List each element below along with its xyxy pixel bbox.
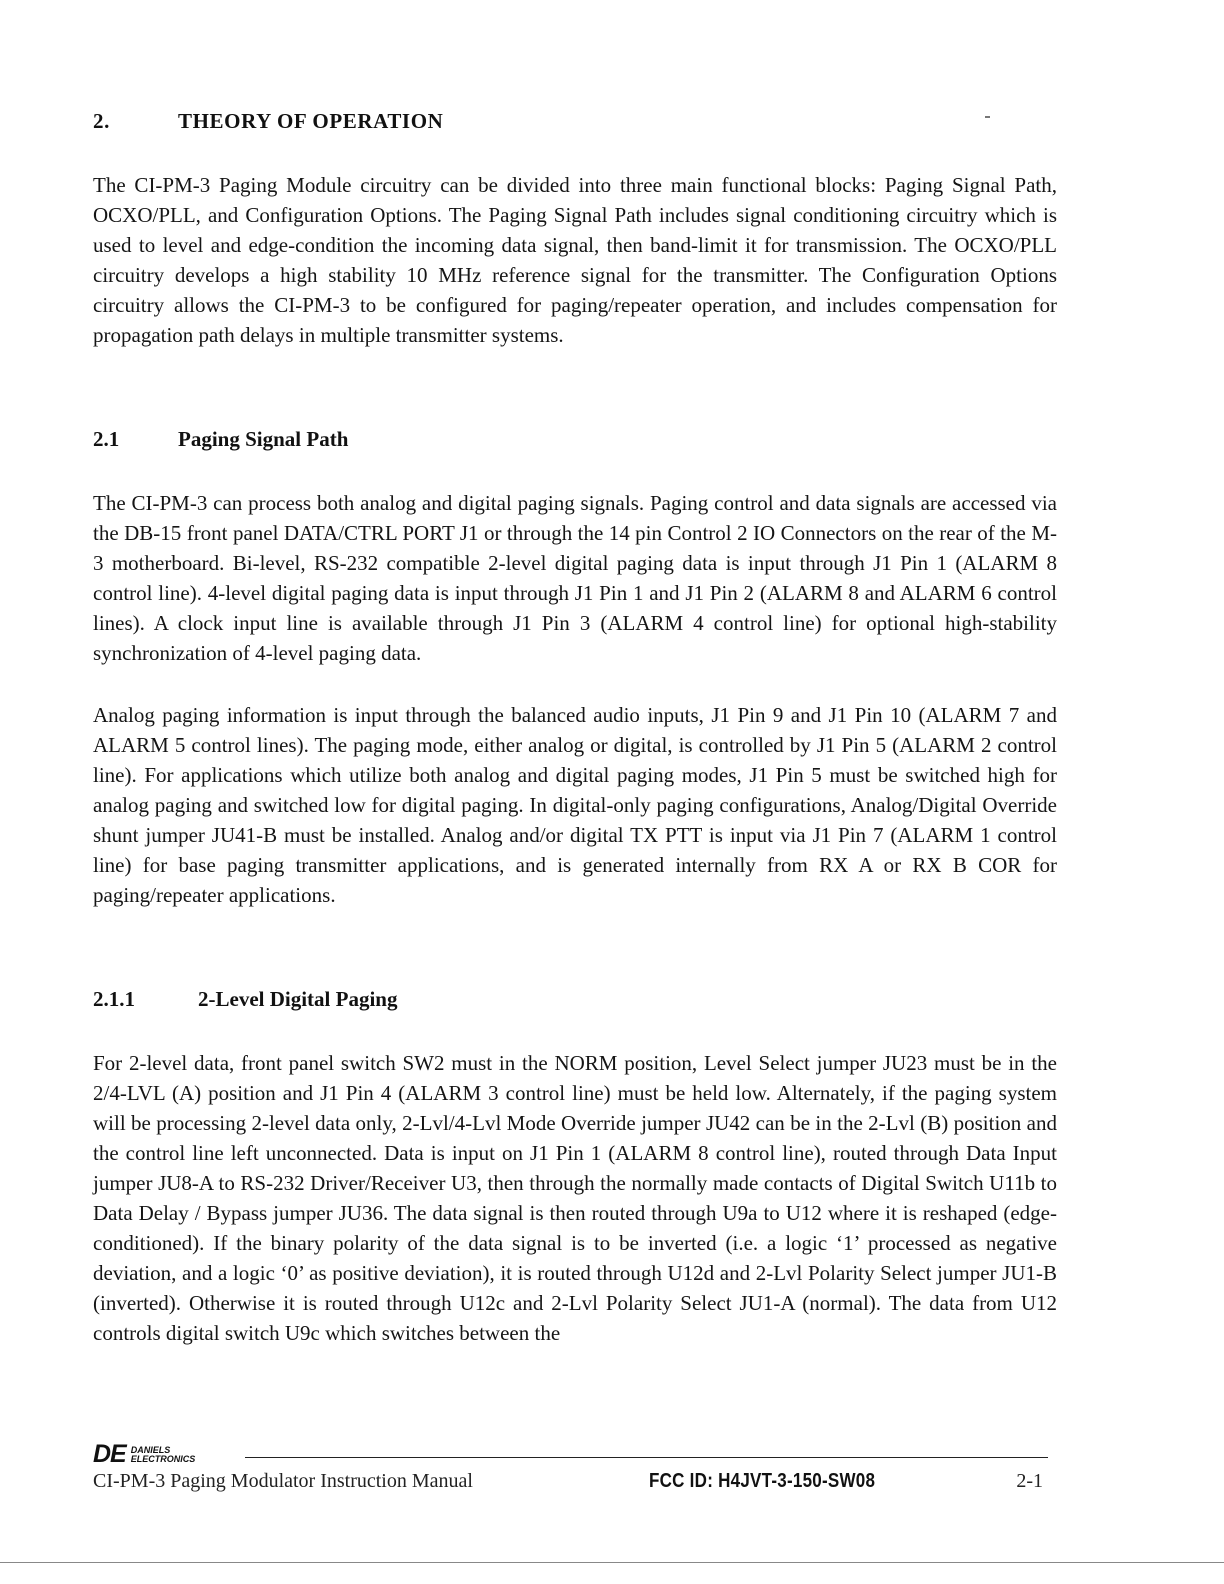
scan-edge-line [0,1562,1224,1563]
daniels-electronics-logo [93,1440,195,1469]
section-number: 2.1.1 [93,986,135,1011]
section-number: 2. [93,108,110,133]
page-number: 2-1 [1016,1470,1043,1492]
manual-title: CI-PM-3 Paging Modulator Instruction Manual [93,1470,473,1492]
logo-line-2: ELECTRONICS [130,1453,196,1464]
page-body [93,104,1057,1348]
page-footer [93,1440,1053,1510]
logo-line-1: DANIELS [130,1444,171,1455]
paragraph-theory-intro: The CI-PM-3 Paging Module circuitry can be divided into three main functional blocks: Paging Signal Path, OCXO/PLL, and Configuration Options. The Paging Signal Path includes signal conditioning circuitry which is used to level and edge-condition the incoming data signal, then band-limit it for transmission. The OCXO/PLL circuitry develops a high stability 10 MHz reference signal for the transmitter. The Configuration Options circuitry allows the CI-PM-3 to be configured for paging/repeater operation, and includes compensation for propagation path delays in multiple transmitter systems. [93,173,1057,347]
section-heading-theory-of-operation [93,104,1057,138]
logo-mark: DE [93,1440,126,1468]
section-heading-2-level-digital-paging [93,982,1057,1016]
footer-divider [245,1457,1048,1458]
section-number: 2.1 [93,426,120,451]
section-heading-paging-signal-path [93,422,1057,456]
logo-wordmark [131,1446,196,1464]
paragraph-2-level-data: For 2-level data, front panel switch SW2 must in the NORM position, Level Select jumper JU23 must be in the 2/4-LVL (A) position and J1 Pin 4 (ALARM 3 control line) must be held low. Alternately, if the paging system will be processing 2-level data only, 2-Lvl/4-Lvl Mode Override jumper JU42 can be in the 2-Lvl (B) position and the control line left unconnected. Data is input on J1 Pin 1 (ALARM 8 control line), routed through Data Input jumper JU8-A to RS-232 Driver/Receiver U3, then through the normally made contacts of Digital Switch U11b to Data Delay / Bypass jumper JU36. The data signal is then routed through U9a to U12 where it is reshaped (edge-conditioned). If the binary polarity of the data signal is to be inverted (i.e. a logic ‘1’ processed as negative deviation, and a logic ‘0’ as positive deviation), it is routed through U12d and 2-Lvl Polarity Select jumper JU1-B (inverted). Otherwise it is routed through U12c and 2-Lvl Polarity Select JU1-A (normal). The data from U12 controls digital switch U9c which switches between the [93,1051,1057,1345]
section-title: Paging Signal Path [178,426,349,451]
section-title: 2-Level Digital Paging [198,986,398,1011]
section-title: THEORY OF OPERATION [178,108,444,133]
paragraph-analog-paging: Analog paging information is input through the balanced audio inputs, J1 Pin 9 and J1 Pin 10 (ALARM 7 and ALARM 5 control lines). The paging mode, either analog or digital, is controlled by J1 Pin 5 (ALARM 2 control line). For applications which utilize both analog and digital paging modes, J1 Pin 5 must be switched high for analog paging and switched low for digital paging. In digital-only paging configurations, Analog/Digital Override shunt jumper JU41-B must be installed. Analog and/or digital TX PTT is input via J1 Pin 7 (ALARM 1 control line) for base paging transmitter applications, and is generated internally from RX A or RX B COR for paging/repeater applications. [93,703,1057,907]
fcc-id-stamp: FCC ID: H4JVT-3-150-SW08 [649,1470,876,1492]
paragraph-paging-signals: The CI-PM-3 can process both analog and digital paging signals. Paging control and data signals are accessed via the DB-15 front panel DATA/CTRL PORT J1 or through the 14 pin Control 2 IO Connectors on the rear of the M-3 motherboard. Bi-level, RS-232 compatible 2-level digital paging data is input through J1 Pin 1 (ALARM 8 control line). 4-level digital paging data is input through J1 Pin 1 and J1 Pin 2 (ALARM 8 and ALARM 6 control lines). A clock input line is available through J1 Pin 3 (ALARM 4 control line) for optional high-stability synchronization of 4-level paging data. [93,491,1057,665]
